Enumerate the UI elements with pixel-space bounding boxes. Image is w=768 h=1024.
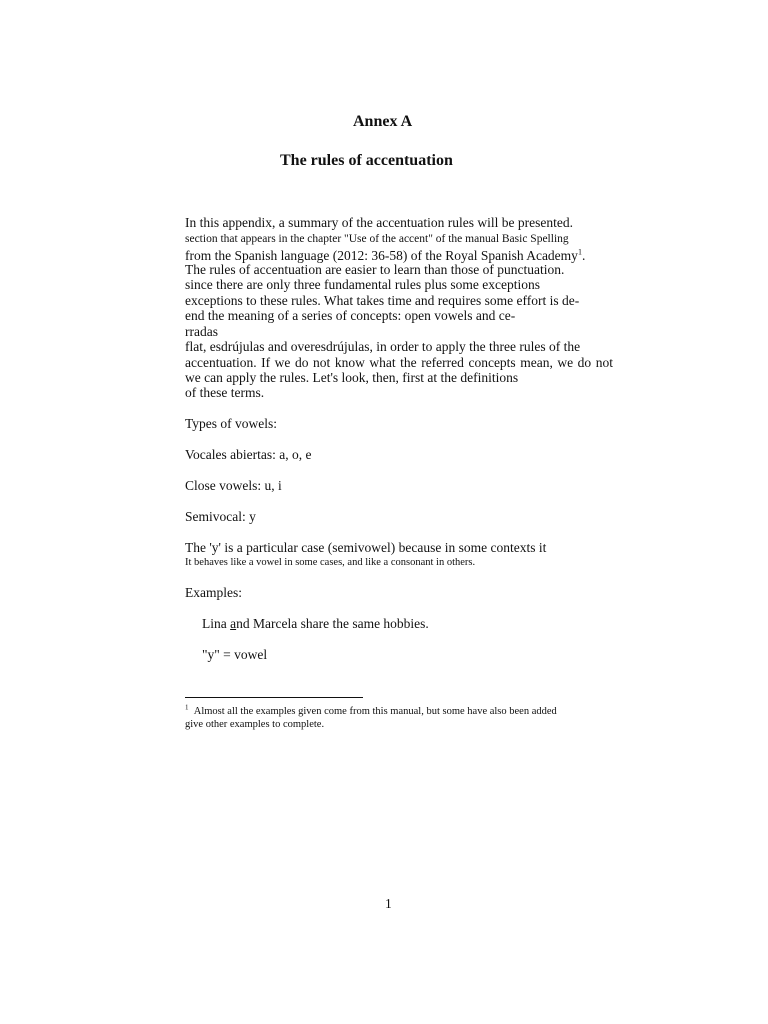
footnote-line-1 (185, 705, 557, 718)
open-vowels-line: Vocales abiertas: a, o, e (185, 447, 312, 462)
close-vowels-line: Close vowels: u, i (185, 478, 282, 493)
example-sentence-post: nd Marcela share the same hobbies. (236, 616, 429, 631)
paragraph-line-8: rradas (185, 324, 218, 339)
footnote-number: 1 (185, 703, 189, 712)
footnote-text-1: Almost all the examples given come from this manual, but some have also been added (193, 706, 557, 717)
types-heading: Types of vowels: (185, 416, 278, 431)
paragraph-line-6: exceptions to these rules. What takes time and requires some effort is de- (185, 293, 580, 308)
paragraph-line-4: The rules of accentuation are easier to learn than those of punctuation. (185, 262, 565, 277)
y-explanation-line-1: The 'y' is a particular case (semivowel) because in some contexts it (185, 540, 547, 555)
footnote-marker: 1 (577, 247, 582, 257)
footnote-separator (185, 697, 363, 698)
semivowel-line: Semivocal: y (185, 509, 256, 524)
paragraph-line-12: of these terms. (185, 385, 265, 400)
paragraph-line-7: end the meaning of a series of concepts: open vowels and ce- (185, 308, 516, 323)
example-sentence-pre: Lina (202, 616, 231, 631)
example-sentence-underlined: a (230, 616, 237, 631)
example-sentence (202, 616, 429, 632)
paragraph-line-5: since there are only three fundamental rules plus some exceptions (185, 277, 541, 292)
paragraph-line-2: section that appears in the chapter "Use of the accent" of the manual Basic Spelling (185, 233, 569, 245)
annex-title: Annex A (353, 113, 413, 130)
paragraph-line-1: In this appendix, a summary of the accentuation rules will be presented. (185, 215, 574, 230)
y-explanation-line-2: It behaves like a vowel in some cases, and like a consonant in others. (185, 557, 476, 568)
paragraph-line-3-text: from the Spanish language (2012: 36-58) of the Royal Spanish Academy (185, 248, 578, 263)
paragraph-line-9: flat, esdrújulas and overesdrújulas, in order to apply the three rules of the (185, 339, 581, 354)
footnote-line-2: give other examples to complete. (185, 719, 325, 730)
example-note: "y" = vowel (202, 647, 268, 662)
paragraph-line-3-end: . (581, 248, 586, 263)
paragraph-line-11: we can apply the rules. Let's look, then, first at the definitions (185, 370, 519, 385)
page-number: 1 (385, 896, 392, 911)
section-title: The rules of accentuation (280, 152, 453, 169)
paragraph-line-10: accentuation. If we do not know what the referred concepts mean, we do not (185, 355, 613, 370)
examples-heading: Examples: (185, 585, 242, 600)
